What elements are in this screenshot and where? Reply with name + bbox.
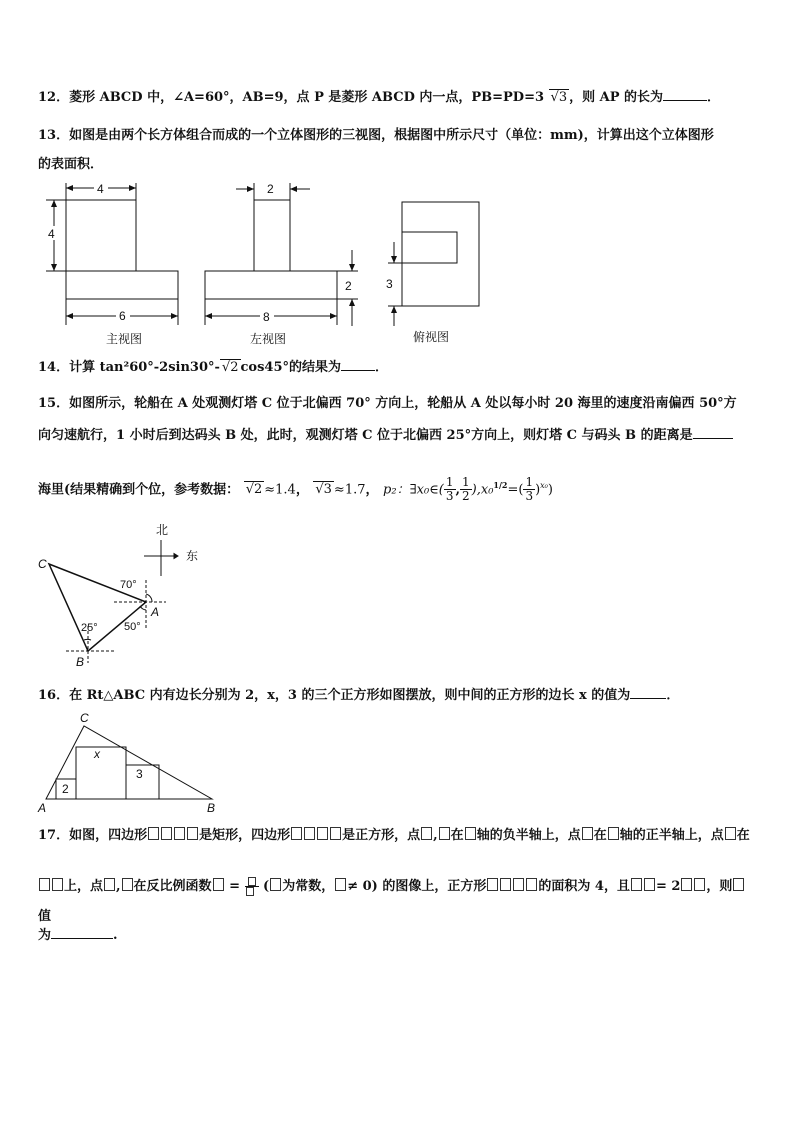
navigation-figure bbox=[36, 518, 216, 674]
triangle-CAB bbox=[49, 564, 146, 651]
question-17-line3: 为 . bbox=[38, 928, 118, 943]
dim-label: 4 bbox=[48, 227, 55, 241]
question-text: 如图是由两个长方体组合而成的一个立体图形的三视图，根据图中所示尺寸（单位：mm)，计算出这个立体图形 bbox=[69, 128, 714, 143]
three-views-figure bbox=[36, 180, 496, 350]
question-15 bbox=[38, 394, 758, 414]
dim-label: 6 bbox=[119, 309, 126, 323]
question-number: 16． bbox=[38, 688, 70, 703]
angle-70: 70° bbox=[120, 579, 137, 591]
answer-blank bbox=[51, 938, 113, 939]
question-17: 17．如图，四边形 是矩形，四边形 是正方形，点 , 在 轴的负半轴上，点 在 轴的正半轴上，点 在 bbox=[38, 828, 750, 843]
answer-blank bbox=[693, 438, 733, 439]
square-x bbox=[76, 747, 126, 799]
point-B: B bbox=[76, 655, 85, 669]
front-view-label: 主视图 bbox=[106, 332, 143, 346]
question-text-cont: ，则 AP 的长为 bbox=[569, 90, 664, 105]
squares-triangle-figure bbox=[36, 708, 226, 818]
angle-50: 50° bbox=[124, 621, 141, 633]
angle-25: 25° bbox=[81, 622, 98, 634]
question-13 bbox=[38, 126, 758, 146]
answer-blank bbox=[630, 698, 666, 699]
question-number: 13． bbox=[38, 128, 70, 143]
question-14: 14．计算 tan²60°-2sin30°- √2 cos45°的结果为 ． bbox=[38, 360, 389, 375]
dim-label: 3 bbox=[386, 277, 393, 291]
dim-label: 4 bbox=[97, 182, 104, 196]
dim-label: 8 bbox=[263, 310, 270, 324]
question-17-line2: 上，点 , 在反比例函数 = ( 为常数， ≠ 0) 的图像上，正方形 的面积为 4，且 = 2 ，则值 bbox=[38, 872, 758, 932]
question-number: 14． bbox=[38, 360, 70, 375]
left-view-top-block bbox=[254, 200, 290, 271]
question-15-line2: 向匀速航行，1 小时后到达码头 B 处，此时，观测灯塔 C 位于北偏西 25°方向上，则灯塔 C 与码头 B 的距离是 bbox=[38, 426, 758, 446]
top-view-outer bbox=[402, 202, 479, 306]
answer-blank bbox=[341, 370, 375, 371]
question-text: 如图所示，轮船在 A 处观测灯塔 C 位于北偏西 70° 方向上，轮船从 A 处以每小时 20 海里的速度沿南偏西 50°方 bbox=[69, 396, 737, 411]
question-12: 12．菱形 ABCD 中，∠A=60°，AB=9，点 P 是菱形 ABCD 内一点，PB=PD=3 √3 ，则 AP 的长为 ． bbox=[38, 90, 721, 105]
square-x-label: x bbox=[94, 747, 100, 761]
question-text: 菱形 ABCD 中，∠A=60°，AB=9，点 P 是菱形 ABCD 内一点，PB=PD=3 bbox=[69, 90, 545, 105]
sqrt-expression: √2 bbox=[221, 360, 239, 375]
sqrt-expression: √3 bbox=[550, 90, 568, 105]
dim-label: 2 bbox=[267, 182, 274, 196]
square-3-label: 3 bbox=[136, 767, 143, 781]
triangle-ABC bbox=[46, 726, 212, 799]
top-view-label: 俯视图 bbox=[413, 330, 450, 344]
question-15-line3: 海里(结果精确到个位，参考数据： √2 ≈1.4， √3 ≈1.7， p₂：∃x₀∈( $\frac{1}{3}$ , $\frac{1}{2}$ ),x₀$^{1/2}$=( $\frac{1}{3}$ )$^{x_0}$) bbox=[38, 475, 553, 504]
east-label: 东 bbox=[186, 549, 199, 563]
top-view-inner bbox=[402, 232, 457, 263]
north-label: 北 bbox=[156, 523, 169, 537]
question-16: 16．在 Rt△ABC 内有边长分别为 2，x，3 的三个正方形如图摆放，则中间的正方形的边长 x 的值为 ． bbox=[38, 688, 680, 703]
front-view-top-block bbox=[66, 200, 136, 271]
answer-blank bbox=[663, 100, 707, 101]
point-C: C bbox=[80, 711, 89, 725]
question-text: 在 Rt△ABC 内有边长分别为 2，x，3 的三个正方形如图摆放，则中间的正方形的边长 x 的值为 bbox=[69, 688, 631, 703]
question-number: 15． bbox=[38, 396, 70, 411]
question-text: 计算 tan²60°-2sin30°- bbox=[69, 360, 220, 375]
square-2-label: 2 bbox=[62, 782, 69, 796]
front-view-base bbox=[66, 271, 178, 299]
point-C: C bbox=[38, 557, 47, 571]
question-13-line2: 的表面积． bbox=[38, 157, 104, 172]
question-number: 12． bbox=[38, 90, 70, 105]
left-view-label: 左视图 bbox=[250, 332, 287, 346]
fraction: $\frac{1}{2}$ bbox=[462, 475, 470, 504]
dim-label: 2 bbox=[345, 279, 352, 293]
left-view-base bbox=[205, 271, 337, 299]
question-number: 17． bbox=[38, 828, 70, 843]
point-A: A bbox=[151, 605, 160, 619]
question-text-cont: cos45°的结果为 bbox=[240, 360, 341, 375]
fraction: $\frac{1}{3}$ bbox=[445, 475, 454, 504]
point-B: B bbox=[207, 801, 216, 815]
fraction: $\frac{1}{3}$ bbox=[525, 475, 534, 504]
point-A: A bbox=[38, 801, 47, 815]
